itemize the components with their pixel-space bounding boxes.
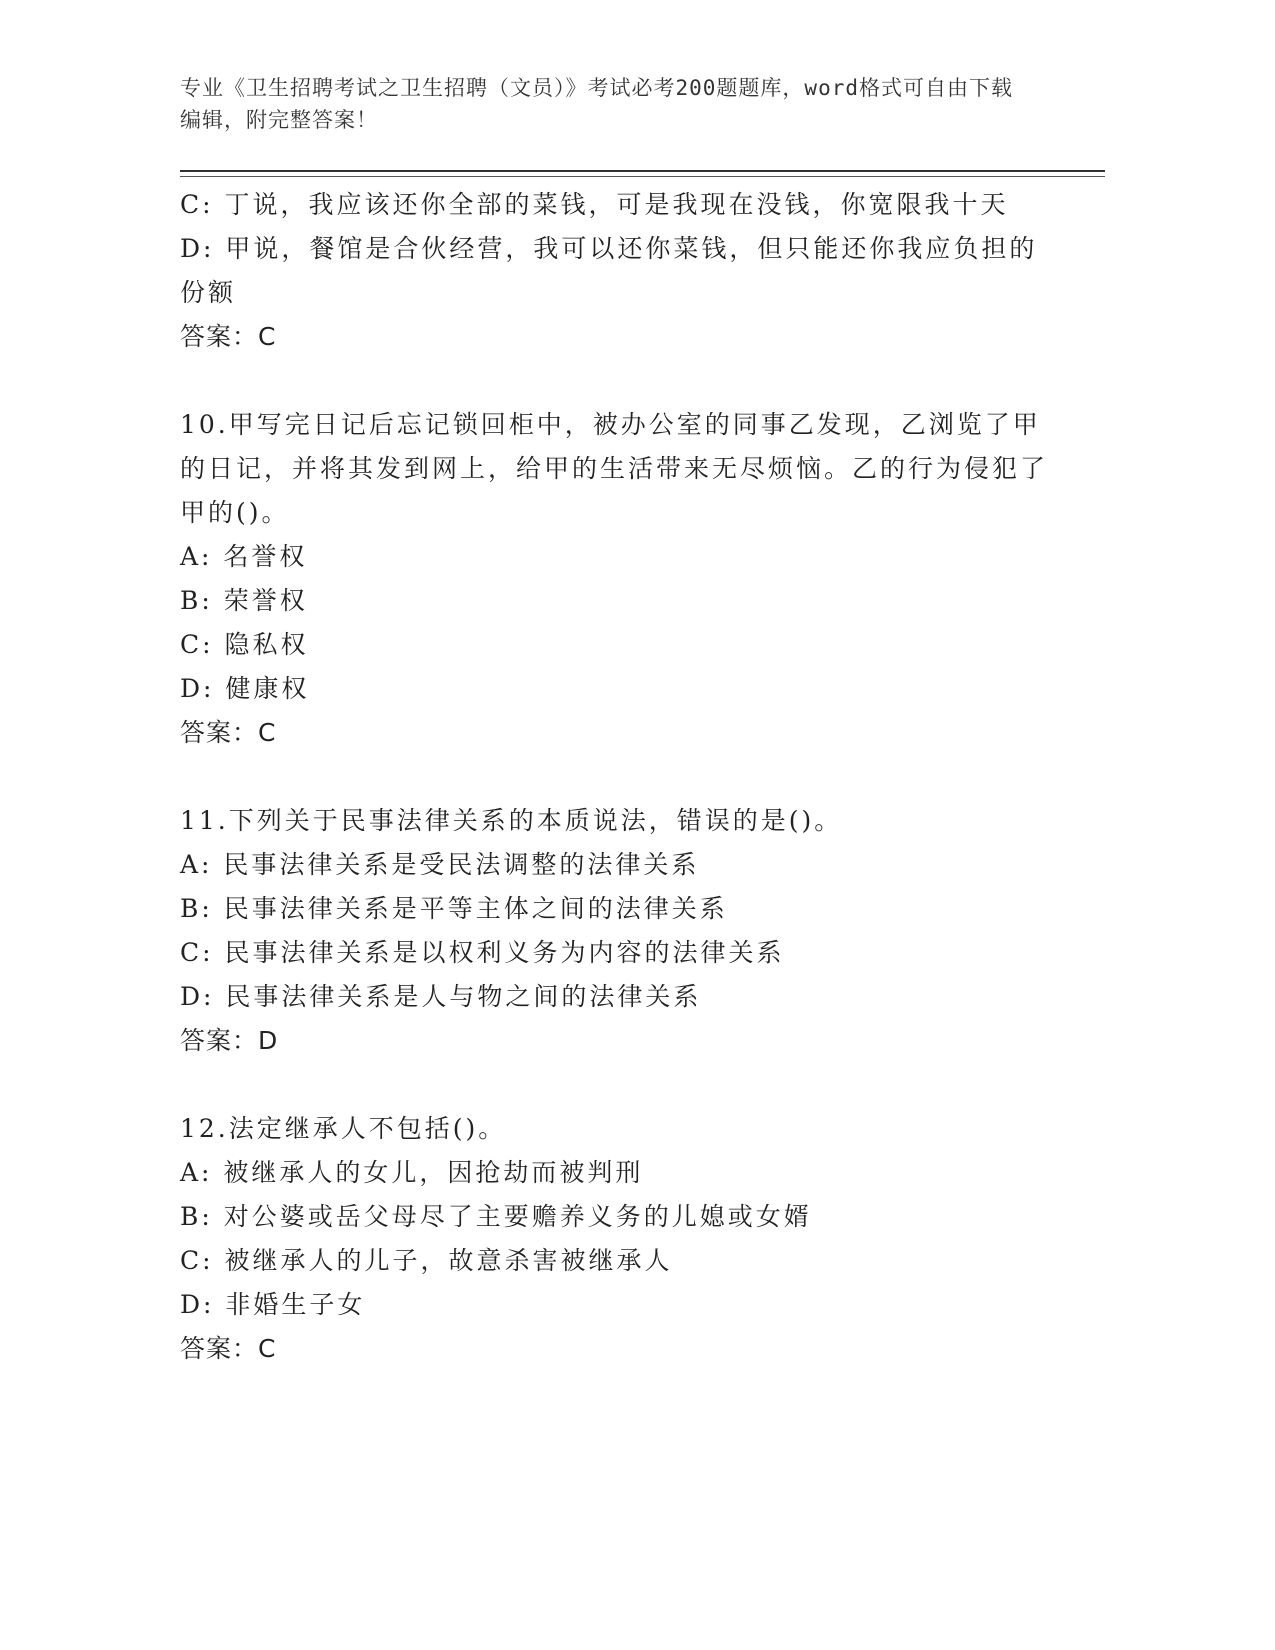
option-d: D: 健康权 (180, 674, 310, 703)
question-10 (180, 403, 1050, 755)
answer-text: 答案：C (180, 322, 277, 351)
answer-text: 答案：C (180, 718, 277, 747)
option-b: B: 民事法律关系是平等主体之间的法律关系 (180, 894, 728, 923)
carryover-question (180, 183, 1050, 359)
answer-text: 答案：C (180, 1334, 277, 1363)
question-12 (180, 1107, 1050, 1371)
question-stem: 11.下列关于民事法律关系的本质说法，错误的是()。 (180, 806, 843, 835)
question-stem: 10.甲写完日记后忘记锁回柜中，被办公室的同事乙发现，乙浏览了甲的日记，并将其发到网上，给甲的生活带来无尽烦恼。乙的行为侵犯了甲的()。 (180, 410, 1049, 527)
option-a: A: 名誉权 (180, 542, 308, 571)
header-divider-thick (180, 170, 1105, 172)
question-11 (180, 799, 1050, 1063)
option-c: C: 隐私权 (180, 630, 309, 659)
option-c: C: 被继承人的儿子，故意杀害被继承人 (180, 1246, 673, 1275)
option-b: B: 对公婆或岳父母尽了主要赡养义务的儿媳或女婿 (180, 1202, 812, 1231)
option-a: A: 被继承人的女儿，因抢劫而被判刑 (180, 1158, 644, 1187)
header-title: 专业《卫生招聘考试之卫生招聘（文员）》考试必考200题题库，word格式可自由下载编辑，附完整答案！ (180, 76, 1013, 132)
option-d: D: 甲说，餐馆是合伙经营，我可以还你菜钱，但只能还你我应负担的份额 (180, 234, 1038, 307)
document-header (180, 72, 1030, 136)
question-stem: 12.法定继承人不包括()。 (180, 1114, 507, 1143)
option-c: C: 民事法律关系是以权利义务为内容的法律关系 (180, 938, 785, 967)
option-b: B: 荣誉权 (180, 586, 308, 615)
option-a: A: 民事法律关系是受民法调整的法律关系 (180, 850, 700, 879)
answer-text: 答案：D (180, 1026, 279, 1055)
option-c: C: 丁说，我应该还你全部的菜钱，可是我现在没钱，你宽限我十天 (180, 190, 1009, 219)
header-divider-thin (180, 176, 1105, 177)
option-d: D: 非婚生子女 (180, 1290, 366, 1319)
question-list (180, 183, 1050, 1415)
option-d: D: 民事法律关系是人与物之间的法律关系 (180, 982, 702, 1011)
